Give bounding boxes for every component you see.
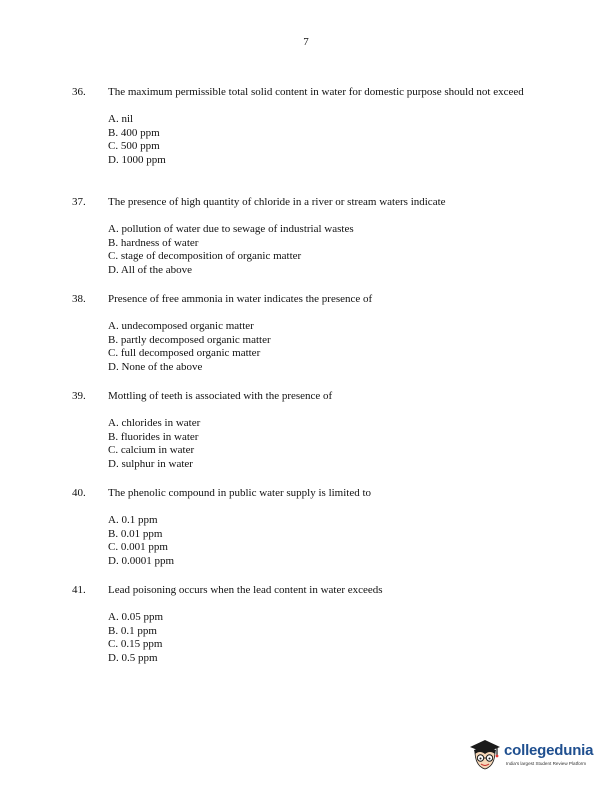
- option-b: B. 0.1 ppm: [108, 624, 157, 637]
- option-list: [108, 320, 542, 374]
- option-a: A. nil: [108, 113, 134, 125]
- option-a: A. undecomposed organic matter: [108, 320, 254, 332]
- option-d: D. 0.0001 ppm: [108, 554, 174, 567]
- option-d: D. sulphur in water: [108, 457, 193, 470]
- option-c: C. 500 ppm: [108, 140, 160, 152]
- question-number: 38.: [72, 293, 86, 305]
- option-b: B. partly decomposed organic matter: [108, 333, 271, 346]
- option-list: [108, 113, 542, 167]
- question-text: Mottling of teeth is associated with the presence of: [108, 390, 333, 402]
- page-number: 7: [303, 36, 309, 48]
- option-list: [108, 223, 542, 277]
- collegedunia-logo: [468, 738, 608, 774]
- option-c: C. calcium in water: [108, 444, 195, 456]
- question-40: [72, 487, 542, 584]
- option-b: B. 400 ppm: [108, 126, 160, 139]
- option-a: A. 0.05 ppm: [108, 611, 163, 623]
- option-list: [108, 514, 542, 568]
- question-text: The phenolic compound in public water supply is limited to: [108, 487, 372, 499]
- question-38: [72, 293, 542, 390]
- option-a: A. chlorides in water: [108, 417, 201, 429]
- option-d: D. None of the above: [108, 360, 203, 373]
- option-b: B. fluorides in water: [108, 430, 199, 443]
- option-c: C. stage of decomposition of organic matter: [108, 250, 302, 262]
- option-a: A. 0.1 ppm: [108, 514, 158, 526]
- option-d: D. All of the above: [108, 263, 193, 276]
- question-number: 41.: [72, 584, 86, 596]
- option-d: D. 1000 ppm: [108, 153, 166, 166]
- question-36: [72, 86, 542, 196]
- option-c: C. full decomposed organic matter: [108, 347, 261, 359]
- question-41: [72, 584, 542, 681]
- option-b: B. 0.01 ppm: [108, 527, 163, 540]
- logo-tagline: India's largest Student Review Platform: [506, 761, 587, 766]
- option-a: A. pollution of water due to sewage of industrial wastes: [108, 223, 354, 235]
- question-text: The presence of high quantity of chloride in a river or stream waters indicate: [108, 196, 446, 208]
- question-text: The maximum permissible total solid content in water for domestic purpose should not exceed: [108, 86, 524, 98]
- question-39: [72, 390, 542, 487]
- option-list: [108, 611, 542, 665]
- option-b: B. hardness of water: [108, 236, 199, 249]
- option-c: C. 0.15 ppm: [108, 638, 163, 650]
- graduate-mascot-icon: [468, 738, 502, 772]
- logo-name: collegedunia: [504, 742, 594, 759]
- question-number: 37.: [72, 196, 86, 208]
- question-text: Presence of free ammonia in water indicates the presence of: [108, 293, 373, 305]
- question-number: 40.: [72, 487, 86, 499]
- option-list: [108, 417, 542, 471]
- question-list: [0, 86, 612, 681]
- option-d: D. 0.5 ppm: [108, 651, 158, 664]
- question-37: [72, 196, 542, 293]
- question-number: 39.: [72, 390, 86, 402]
- option-c: C. 0.001 ppm: [108, 541, 168, 553]
- question-text: Lead poisoning occurs when the lead content in water exceeds: [108, 584, 383, 596]
- question-number: 36.: [72, 86, 86, 98]
